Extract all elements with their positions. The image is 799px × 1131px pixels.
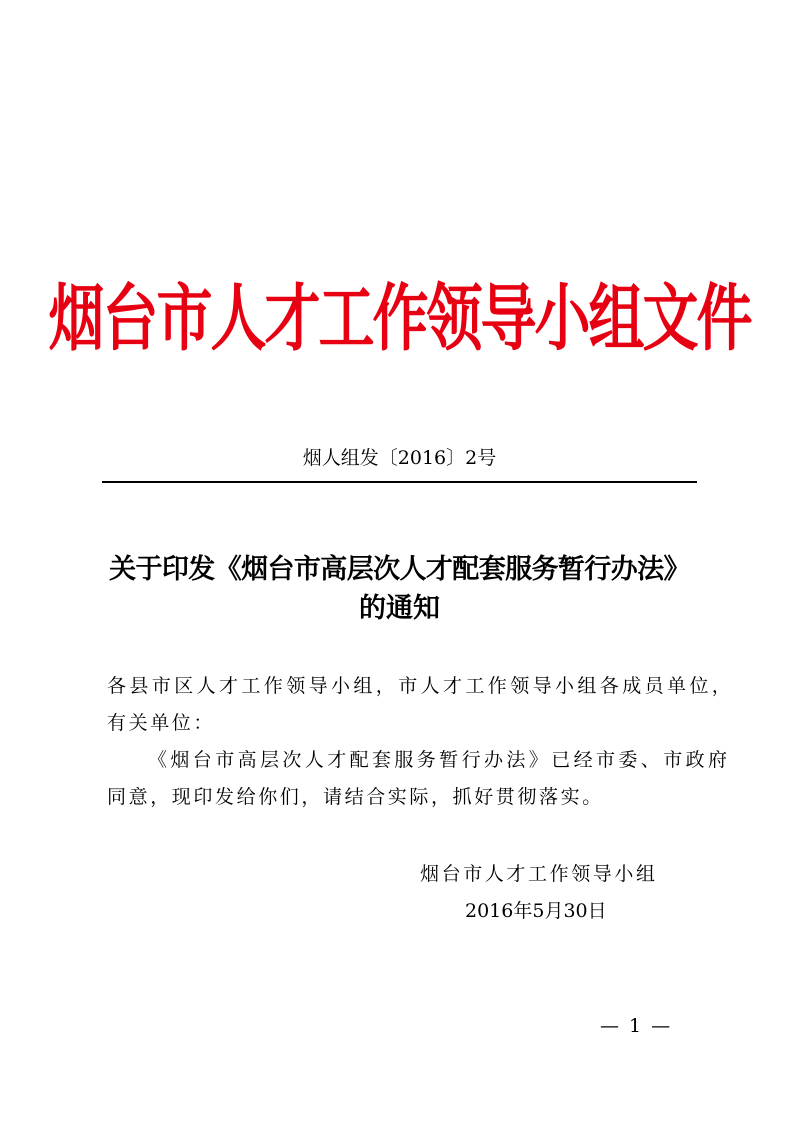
document-masthead: 烟台市人才工作领导小组文件	[48, 277, 751, 362]
signature-organization: 烟台市人才工作领导小组	[420, 863, 658, 885]
body-paragraph-line-1: 《烟台市高层次人才配套服务暂行办法》已经市委、市政府	[148, 749, 731, 771]
document-number: 烟人组发〔2016〕2号	[302, 447, 497, 469]
document-title-line-1: 关于印发《烟台市高层次人才配套服务暂行办法》	[109, 554, 690, 585]
signature-date: 2016年5月30日	[465, 900, 607, 922]
body-paragraph-line-2: 同意，现印发给你们，请结合实际，抓好贯彻落实。	[107, 786, 604, 808]
salutation-line-1: 各县市区人才工作领导小组，市人才工作领导小组各成员单位，	[107, 675, 735, 697]
header-divider	[102, 481, 697, 483]
page-number: — 1 —	[600, 1015, 673, 1037]
document-title-line-2: 的通知	[359, 593, 440, 624]
salutation-line-2: 有关单位：	[107, 712, 216, 734]
